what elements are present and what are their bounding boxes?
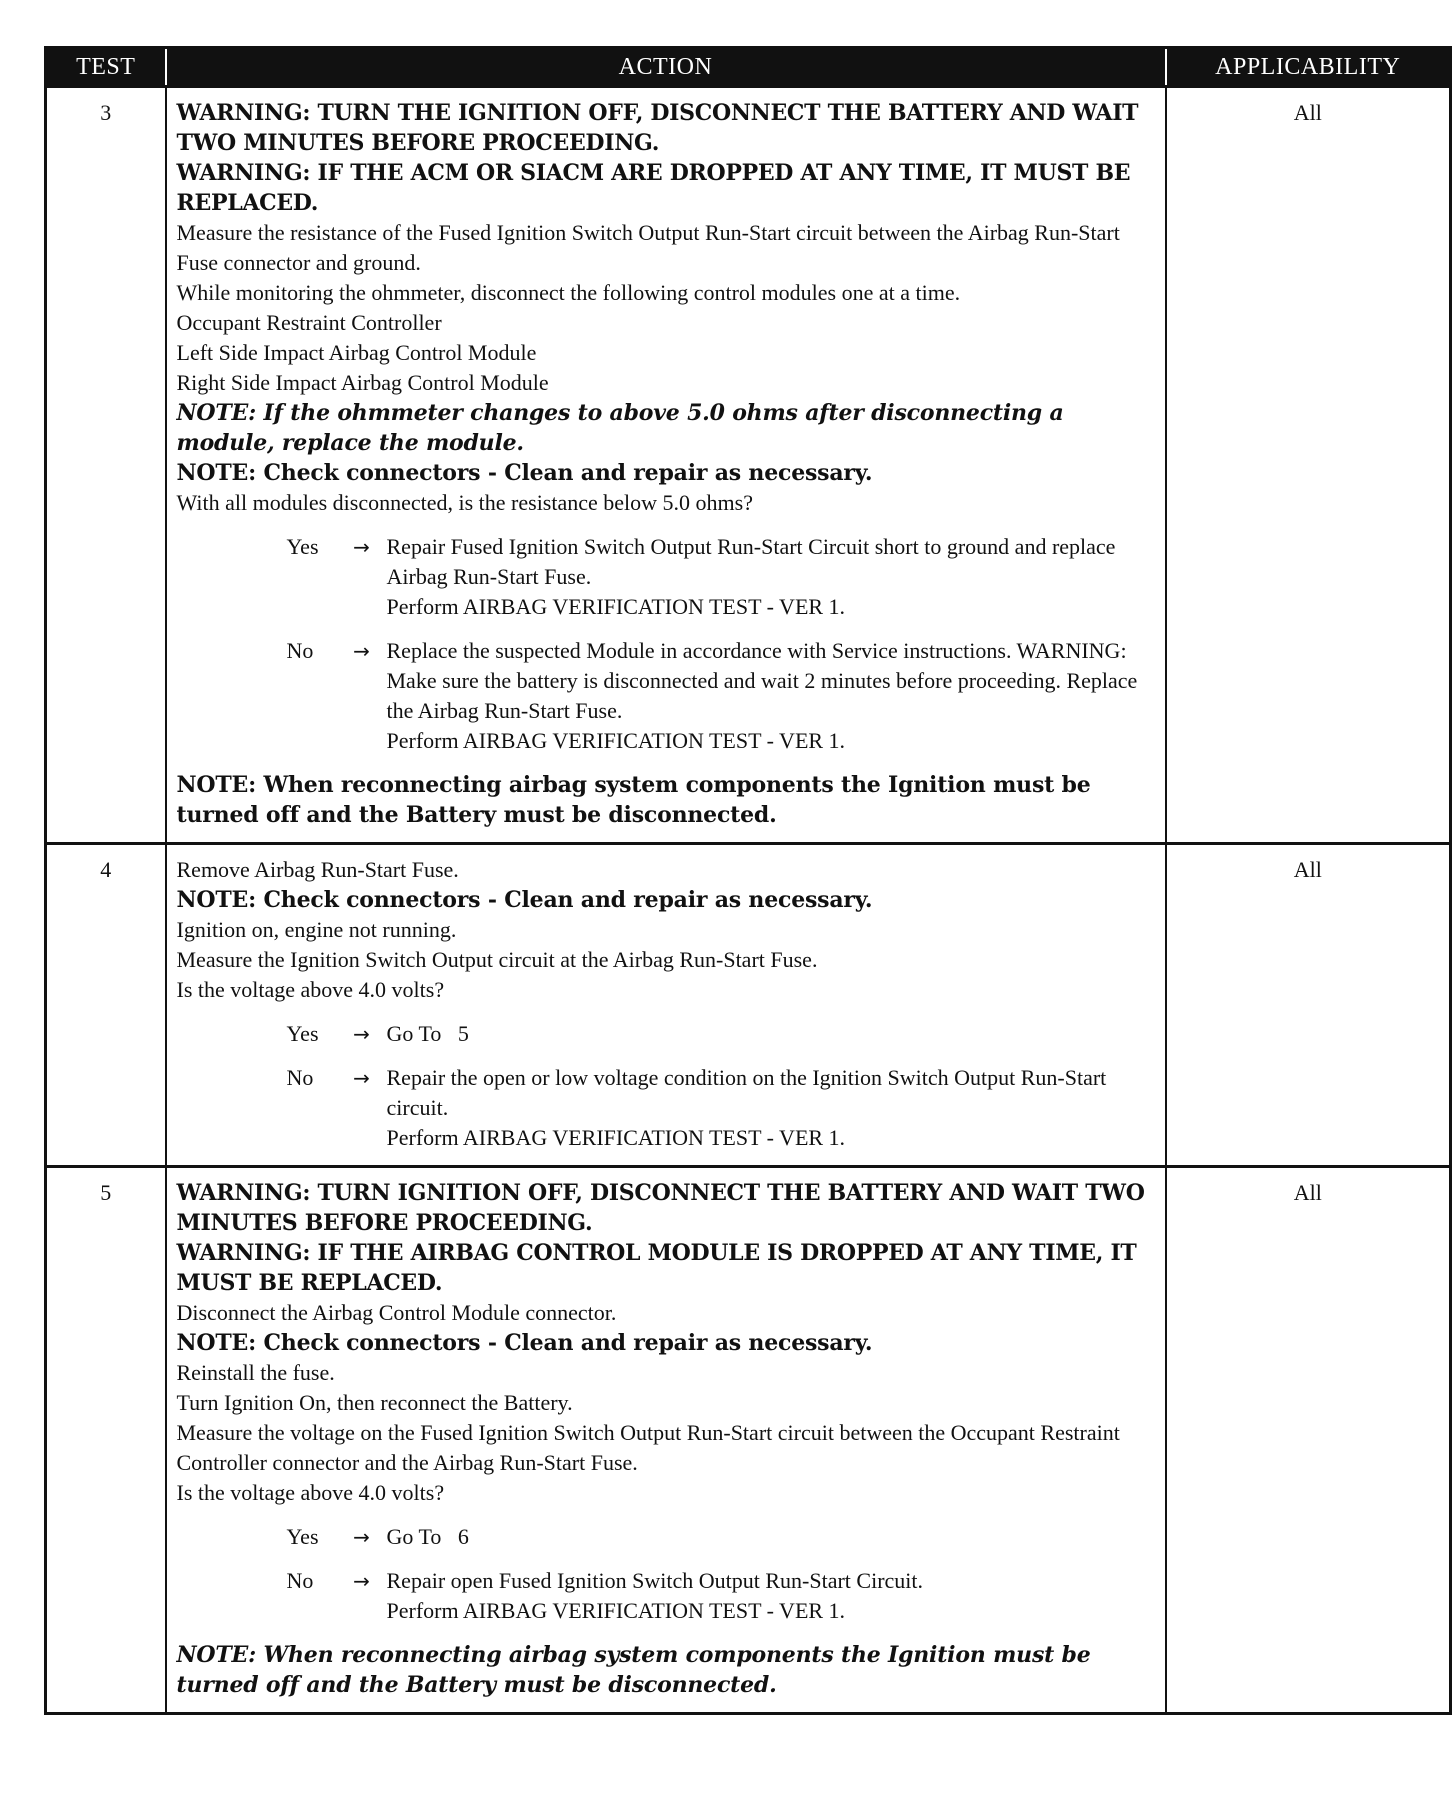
arrow-icon: → bbox=[353, 1022, 370, 1046]
step-text: Turn Ignition On, then reconnect the Battery. bbox=[176, 1390, 573, 1415]
step-text: Reinstall the fuse. bbox=[176, 1360, 335, 1385]
result-line: Perform AIRBAG VERIFICATION TEST - VER 1. bbox=[386, 1125, 846, 1150]
module-item: Left Side Impact Airbag Control Module bbox=[176, 340, 537, 365]
result-line: Replace the suspected Module in accordance with Service instructions. WARNING: Make sure the battery is disconnected and wait 2 minutes before proceeding. Replace the Airbag Run-Start Fuse. bbox=[386, 638, 1138, 723]
arrow-icon: → bbox=[353, 1569, 370, 1593]
module-item: Occupant Restraint Controller bbox=[176, 310, 442, 335]
step-text: Ignition on, engine not running. bbox=[176, 917, 457, 942]
yes-branch bbox=[287, 1019, 1157, 1049]
result-line: Go To 6 bbox=[386, 1524, 469, 1549]
warning-text: WARNING: IF THE ACM OR SIACM ARE DROPPED AT ANY TIME, IT MUST BE REPLACED. bbox=[176, 160, 1131, 216]
result-line: Perform AIRBAG VERIFICATION TEST - VER 1. bbox=[386, 1598, 846, 1623]
table-header-row bbox=[46, 48, 1451, 87]
no-result bbox=[387, 1063, 1157, 1153]
yes-label: Yes bbox=[286, 534, 319, 559]
table-row-test-3 bbox=[46, 87, 1451, 844]
applicability-value: All bbox=[1166, 87, 1451, 844]
no-label: No bbox=[286, 638, 314, 663]
module-item: Right Side Impact Airbag Control Module bbox=[176, 370, 549, 395]
final-note: NOTE: When reconnecting airbag system components the Ignition must be turned off and the Battery must be disconnected. bbox=[176, 1642, 1091, 1698]
no-branch bbox=[287, 1063, 1157, 1153]
yes-branch bbox=[287, 532, 1157, 622]
step-text: While monitoring the ohmmeter, disconnect the following control modules one at a time. bbox=[176, 280, 961, 305]
yes-branch bbox=[287, 1522, 1157, 1552]
action-cell bbox=[166, 1167, 1166, 1714]
test-number: 5 bbox=[46, 1167, 166, 1714]
question-text: Is the voltage above 4.0 volts? bbox=[176, 1480, 445, 1505]
note-text: NOTE: Check connectors - Clean and repair as necessary. bbox=[176, 887, 873, 913]
step-text: Disconnect the Airbag Control Module connector. bbox=[176, 1300, 617, 1325]
table-row-test-4 bbox=[46, 844, 1451, 1167]
step-text: Remove Airbag Run-Start Fuse. bbox=[176, 857, 459, 882]
diagnostic-page bbox=[44, 46, 1449, 1715]
result-line: Repair open Fused Ignition Switch Output Run-Start Circuit. bbox=[386, 1568, 924, 1593]
yes-result bbox=[387, 1522, 1157, 1552]
yes-label: Yes bbox=[286, 1021, 319, 1046]
warning-text: WARNING: IF THE AIRBAG CONTROL MODULE IS DROPPED AT ANY TIME, IT MUST BE REPLACED. bbox=[176, 1240, 1137, 1296]
note-text: NOTE: Check connectors - Clean and repair as necessary. bbox=[176, 1330, 873, 1356]
yes-result bbox=[387, 1019, 1157, 1049]
result-line: Repair the open or low voltage condition on the Ignition Switch Output Run-Start circuit. bbox=[386, 1065, 1107, 1120]
result-line: Perform AIRBAG VERIFICATION TEST - VER 1. bbox=[386, 728, 846, 753]
result-line: Repair Fused Ignition Switch Output Run-Start Circuit short to ground and replace Airbag Run-Start Fuse. bbox=[386, 534, 1116, 589]
question-text: With all modules disconnected, is the resistance below 5.0 ohms? bbox=[176, 490, 753, 515]
final-note: NOTE: When reconnecting airbag system components the Ignition must be turned off and the Battery must be disconnected. bbox=[176, 772, 1091, 828]
arrow-icon: → bbox=[353, 535, 370, 559]
header-test: TEST bbox=[46, 48, 166, 87]
action-cell bbox=[166, 844, 1166, 1167]
yes-result bbox=[387, 532, 1157, 622]
arrow-icon: → bbox=[353, 1525, 370, 1549]
step-text: Measure the Ignition Switch Output circuit at the Airbag Run-Start Fuse. bbox=[176, 947, 818, 972]
question-text: Is the voltage above 4.0 volts? bbox=[176, 977, 445, 1002]
warning-text: WARNING: TURN IGNITION OFF, DISCONNECT THE BATTERY AND WAIT TWO MINUTES BEFORE PROCEEDING. bbox=[176, 1180, 1145, 1236]
no-label: No bbox=[286, 1568, 314, 1593]
no-branch bbox=[287, 1566, 1157, 1626]
result-line: Go To 5 bbox=[386, 1021, 469, 1046]
diagnostic-table bbox=[44, 46, 1452, 1715]
no-result bbox=[387, 1566, 1157, 1626]
test-number: 3 bbox=[46, 87, 166, 844]
warning-text: WARNING: TURN THE IGNITION OFF, DISCONNECT THE BATTERY AND WAIT TWO MINUTES BEFORE PROCEEDING. bbox=[176, 100, 1139, 156]
header-applicability: APPLICABILITY bbox=[1166, 48, 1451, 87]
step-text: Measure the resistance of the Fused Ignition Switch Output Run-Start circuit between the Airbag Run-Start Fuse connector and ground. bbox=[176, 220, 1120, 275]
applicability-value: All bbox=[1166, 844, 1451, 1167]
yes-label: Yes bbox=[286, 1524, 319, 1549]
step-text: Measure the voltage on the Fused Ignition Switch Output Run-Start circuit between the Occupant Restraint Controller connector and the Airbag Run-Start Fuse. bbox=[176, 1420, 1120, 1475]
note-text: NOTE: If the ohmmeter changes to above 5.0 ohms after disconnecting a module, replace the module. bbox=[176, 400, 1064, 456]
no-label: No bbox=[286, 1065, 314, 1090]
action-cell bbox=[166, 87, 1166, 844]
applicability-value: All bbox=[1166, 1167, 1451, 1714]
arrow-icon: → bbox=[353, 639, 370, 663]
test-number: 4 bbox=[46, 844, 166, 1167]
arrow-icon: → bbox=[353, 1066, 370, 1090]
result-line: Perform AIRBAG VERIFICATION TEST - VER 1. bbox=[386, 594, 846, 619]
no-branch bbox=[287, 636, 1157, 756]
note-text: NOTE: Check connectors - Clean and repair as necessary. bbox=[176, 460, 873, 486]
table-row-test-5 bbox=[46, 1167, 1451, 1714]
no-result bbox=[387, 636, 1157, 756]
header-action: ACTION bbox=[166, 48, 1166, 87]
